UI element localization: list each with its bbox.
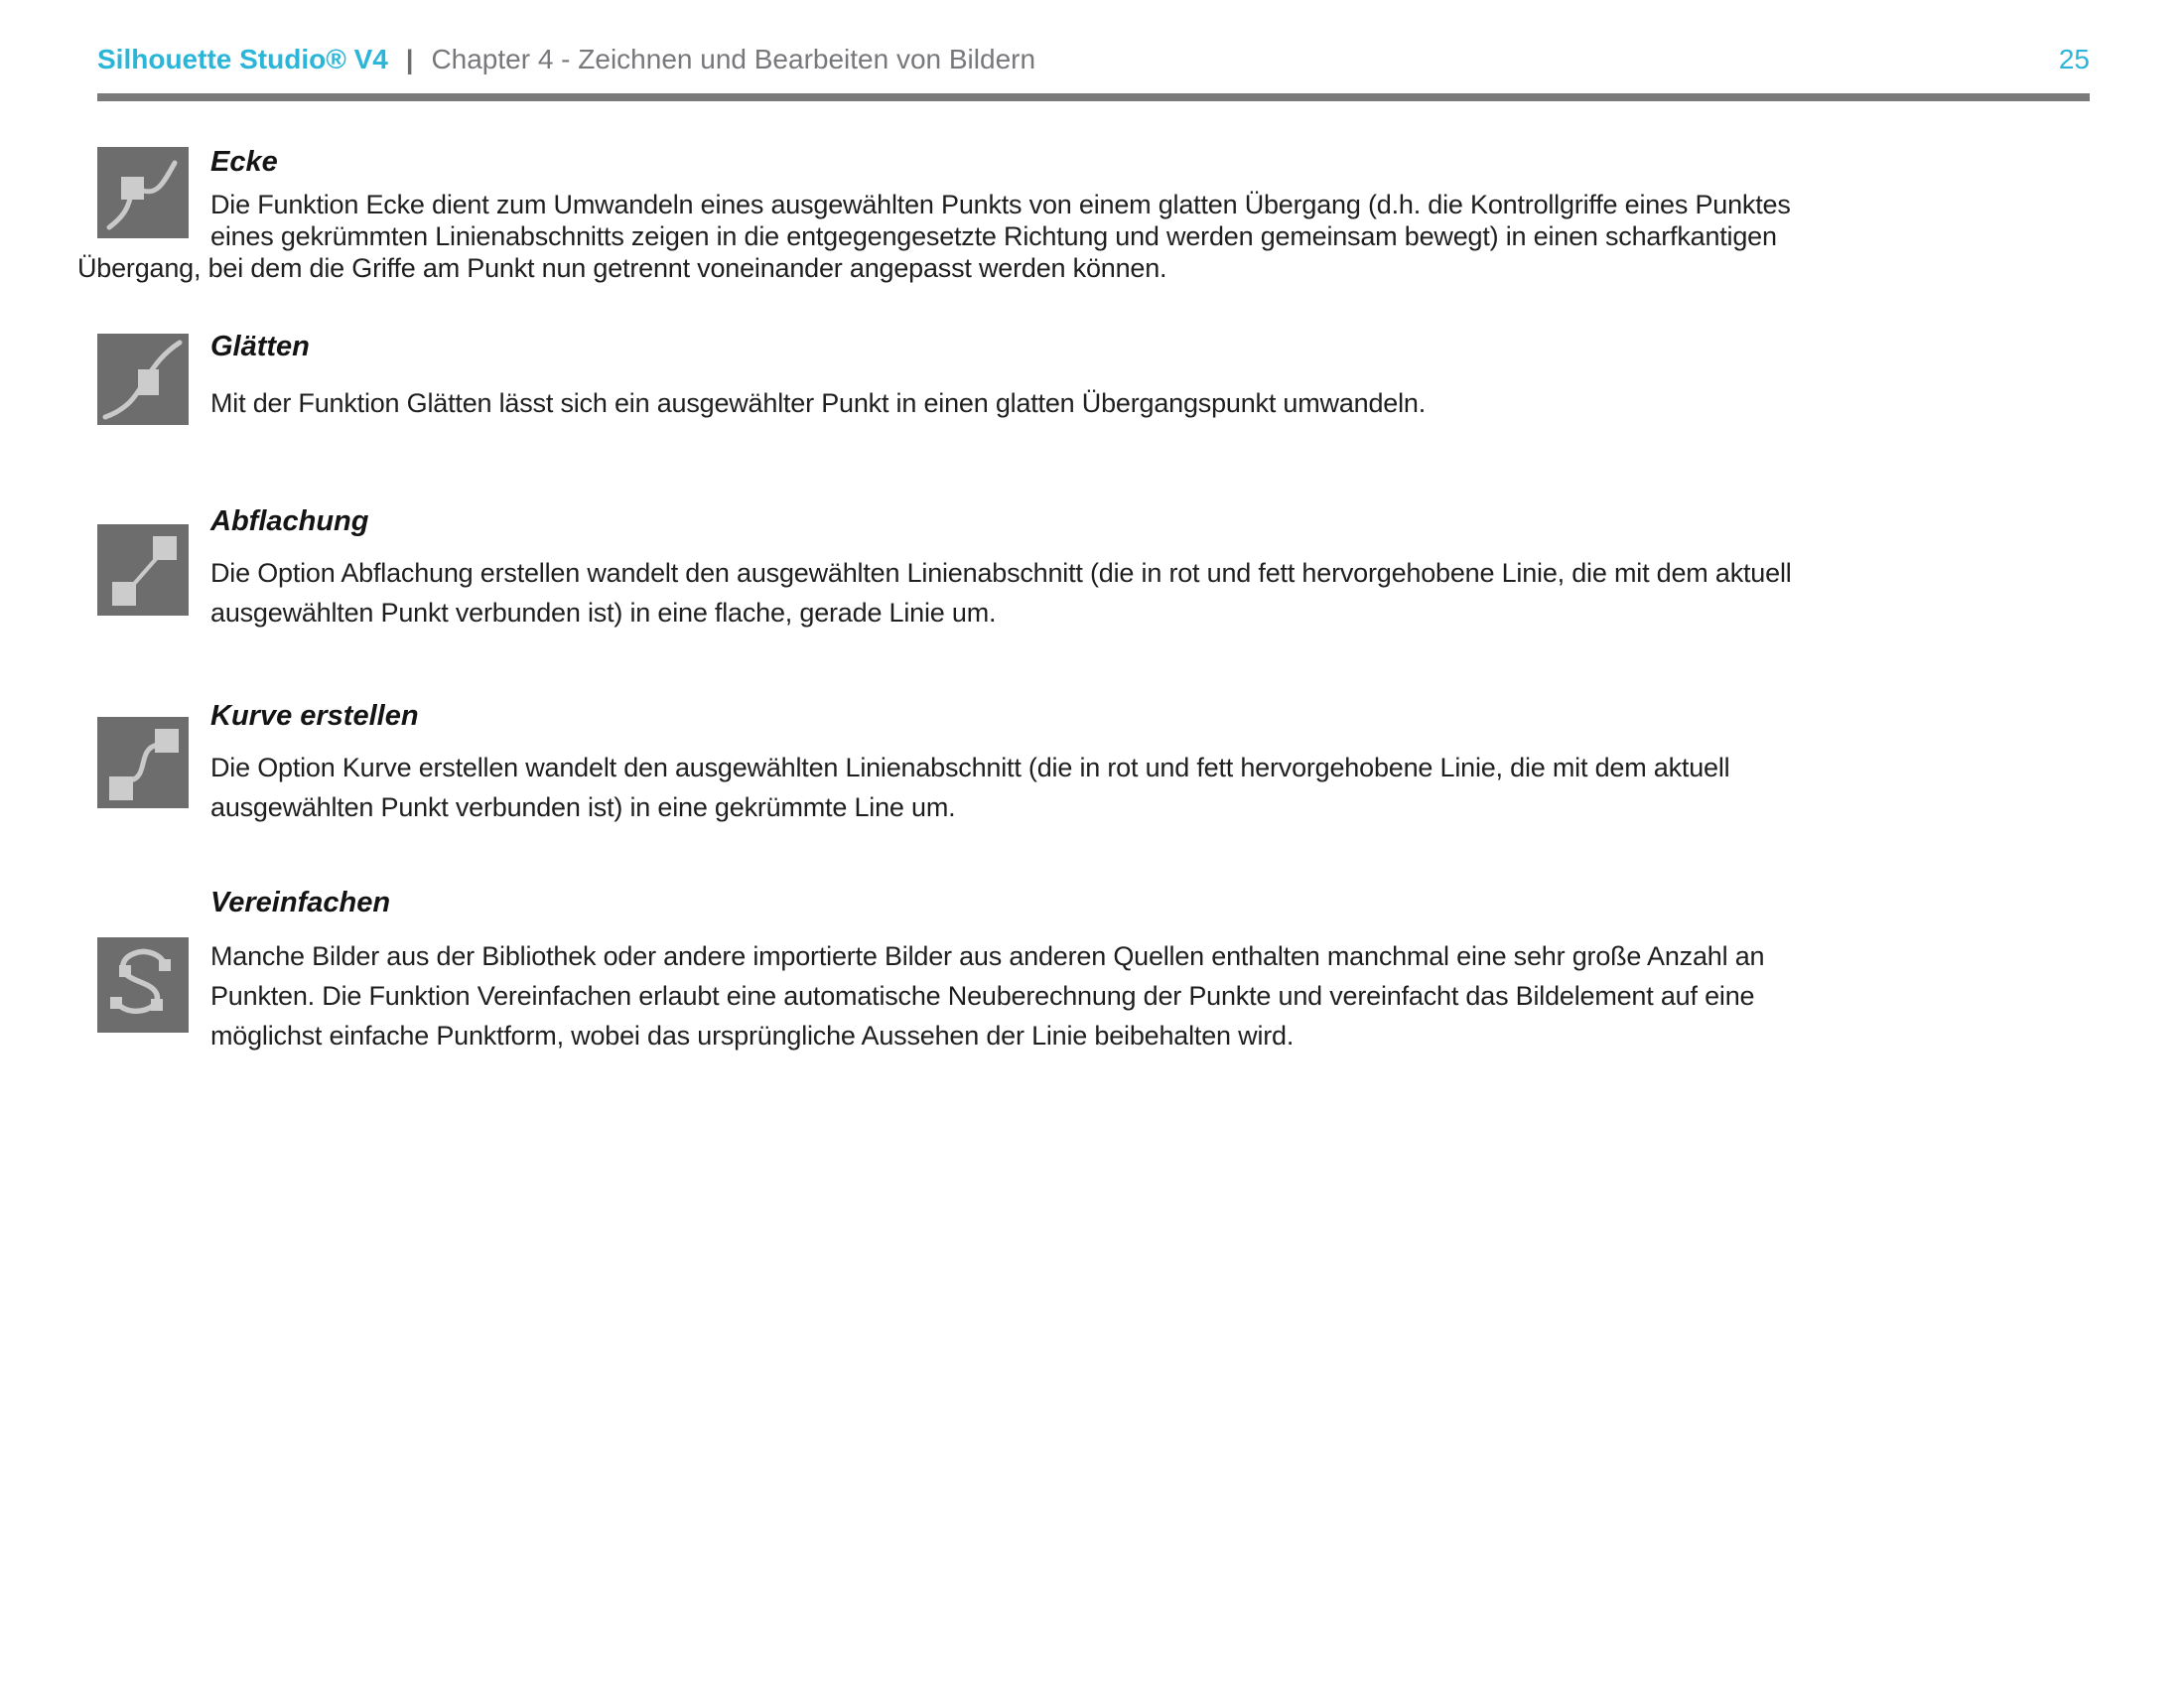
flatten-segment-icon bbox=[97, 524, 189, 616]
corner-point-icon bbox=[97, 147, 189, 238]
section-title-kurve-erstellen: Kurve erstellen bbox=[210, 700, 419, 732]
body-line: Die Funktion Ecke dient zum Umwandeln eines ausgewählten Punkts von einem glatten Übergang (d.h. die Kontrollgriffe eines Punktes bbox=[210, 190, 1791, 219]
make-curve-icon bbox=[97, 717, 189, 808]
smooth-point-icon bbox=[97, 334, 189, 425]
body-line: Manche Bilder aus der Bibliothek oder andere importierte Bilder aus anderen Quellen enthalten manchmal eine sehr große Anzahl an bbox=[210, 941, 1765, 971]
chapter-title: Chapter 4 - Zeichnen und Bearbeiten von Bildern bbox=[431, 44, 1036, 74]
body-line: Die Option Abflachung erstellen wandelt den ausgewählten Linienabschnitt (die in rot und fett hervorgehobene Linie, die mit dem aktuell bbox=[210, 558, 1792, 588]
header-separator: | bbox=[405, 45, 414, 74]
section-title-abflachung: Abflachung bbox=[210, 505, 369, 537]
app-title: Silhouette Studio® V4 bbox=[97, 44, 388, 74]
body-line: ausgewählten Punkt verbunden ist) in eine gekrümmte Line um. bbox=[210, 792, 956, 822]
page-header bbox=[97, 44, 2090, 75]
body-line: Punkten. Die Funktion Vereinfachen erlaubt eine automatische Neuberechnung der Punkte und vereinfacht das Bildelement auf eine bbox=[210, 981, 1755, 1011]
body-line: Die Option Kurve erstellen wandelt den ausgewählten Linienabschnitt (die in rot und fett hervorgehobene Linie, die mit dem aktuell bbox=[210, 753, 1730, 782]
section-title-vereinfachen: Vereinfachen bbox=[210, 887, 391, 918]
header-rule bbox=[97, 93, 2090, 101]
body-line: Mit der Funktion Glätten lässt sich ein ausgewählter Punkt in einen glatten Übergangspunkt umwandeln. bbox=[210, 388, 1427, 418]
page-number: 25 bbox=[2058, 44, 2090, 74]
section-title-ecke: Ecke bbox=[210, 146, 278, 178]
body-line: Übergang, bei dem die Griffe am Punkt nun getrennt voneinander angepasst werden können. bbox=[77, 253, 1167, 283]
section-title-glaetten: Glätten bbox=[210, 331, 310, 362]
body-line: möglichst einfache Punktform, wobei das ursprüngliche Aussehen der Linie beibehalten wird. bbox=[210, 1021, 1295, 1051]
body-line: ausgewählten Punkt verbunden ist) in eine flache, gerade Linie um. bbox=[210, 598, 997, 628]
simplify-icon bbox=[97, 937, 189, 1033]
body-line: eines gekrümmten Linienabschnitts zeigen in die entgegengesetzte Richtung und werden gemeinsam bewegt) in einen scharfkantigen bbox=[210, 221, 1777, 251]
